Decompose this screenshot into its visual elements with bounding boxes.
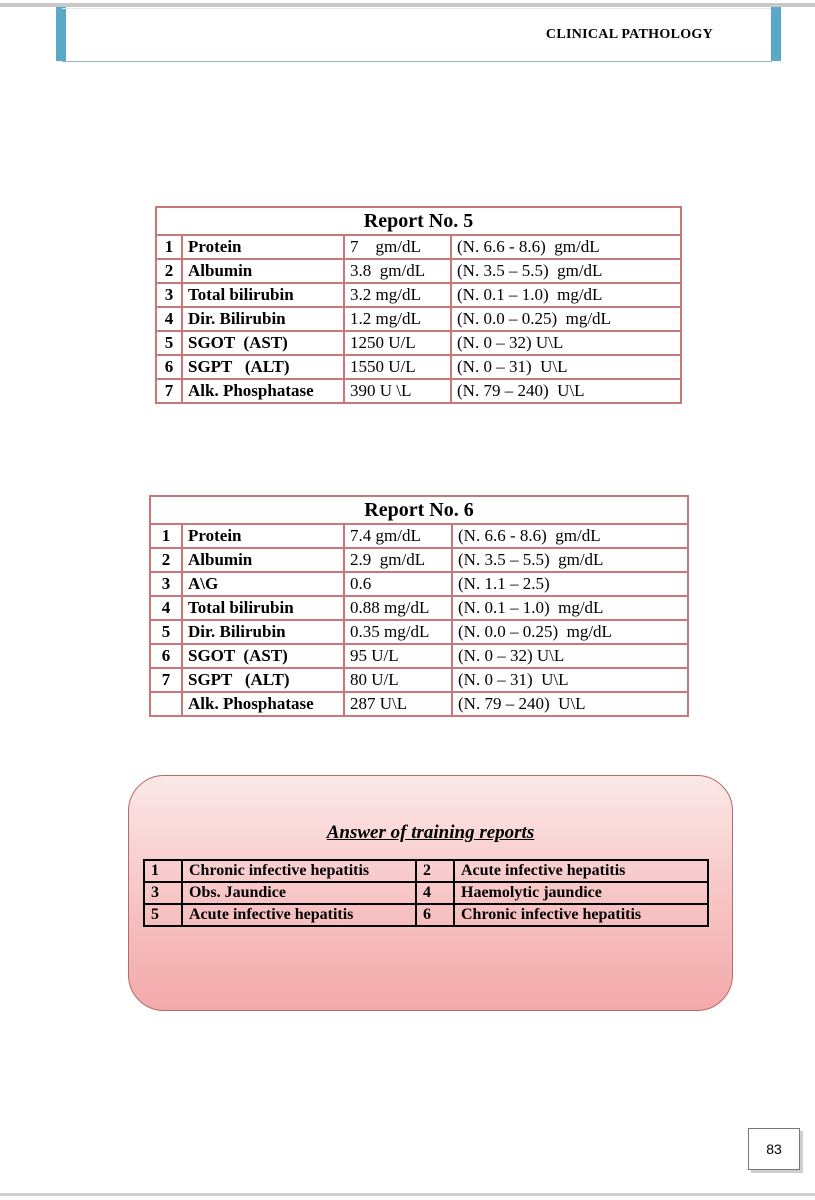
answer-number: 1	[144, 860, 182, 882]
row-number: 1	[150, 524, 182, 548]
test-name: Protein	[182, 235, 344, 259]
row-number: 5	[150, 620, 182, 644]
answer-number: 2	[416, 860, 454, 882]
row-number	[150, 692, 182, 716]
row-number: 2	[156, 259, 182, 283]
normal-range: (N. 0 – 32) U\L	[452, 644, 688, 668]
answer-text: Obs. Jaundice	[182, 882, 416, 904]
normal-range: (N. 3.5 – 5.5) gm/dL	[452, 548, 688, 572]
test-name: SGPT (ALT)	[182, 355, 344, 379]
test-name: A\G	[182, 572, 344, 596]
table-row	[150, 572, 688, 596]
row-number: 4	[150, 596, 182, 620]
table-row	[144, 860, 708, 882]
row-number: 6	[150, 644, 182, 668]
table-row	[156, 283, 681, 307]
table-row	[150, 692, 688, 716]
test-value: 7 gm/dL	[344, 235, 451, 259]
test-name: Total bilirubin	[182, 596, 344, 620]
table-row	[156, 235, 681, 259]
bottom-rule	[0, 1193, 815, 1196]
test-value: 390 U \L	[344, 379, 451, 403]
test-name: SGOT (AST)	[182, 644, 344, 668]
answer-text: Haemolytic jaundice	[454, 882, 708, 904]
test-value: 1550 U/L	[344, 355, 451, 379]
test-value: 80 U/L	[344, 668, 452, 692]
test-name: Alk. Phosphatase	[182, 379, 344, 403]
row-number: 3	[156, 283, 182, 307]
report-6-title: Report No. 6	[150, 496, 688, 524]
table-row	[150, 668, 688, 692]
test-value: 3.2 mg/dL	[344, 283, 451, 307]
table-row	[150, 596, 688, 620]
row-number: 7	[156, 379, 182, 403]
test-value: 0.88 mg/dL	[344, 596, 452, 620]
test-name: Total bilirubin	[182, 283, 344, 307]
table-row	[150, 524, 688, 548]
table-row	[144, 904, 708, 926]
test-name: Albumin	[182, 259, 344, 283]
row-number: 5	[156, 331, 182, 355]
answer-number: 6	[416, 904, 454, 926]
test-value: 0.6	[344, 572, 452, 596]
table-row	[150, 548, 688, 572]
answer-title: Answer of training reports	[326, 822, 535, 843]
row-number: 7	[150, 668, 182, 692]
answer-text: Acute infective hepatitis	[454, 860, 708, 882]
test-name: Protein	[182, 524, 344, 548]
answer-text: Chronic infective hepatitis	[454, 904, 708, 926]
table-row	[156, 379, 681, 403]
normal-range: (N. 1.1 – 2.5)	[452, 572, 688, 596]
test-name: Alk. Phosphatase	[182, 692, 344, 716]
test-name: Albumin	[182, 548, 344, 572]
answer-number: 4	[416, 882, 454, 904]
normal-range: (N. 6.6 - 8.6) gm/dL	[451, 235, 681, 259]
header-bar-right	[771, 7, 781, 61]
table-row	[150, 620, 688, 644]
test-value: 95 U/L	[344, 644, 452, 668]
test-value: 1.2 mg/dL	[344, 307, 451, 331]
test-value: 1250 U/L	[344, 331, 451, 355]
normal-range: (N. 0.1 – 1.0) mg/dL	[451, 283, 681, 307]
normal-range: (N. 0 – 31) U\L	[451, 355, 681, 379]
page-number: 83	[748, 1128, 800, 1170]
report-5-title: Report No. 5	[156, 207, 681, 235]
table-row	[144, 882, 708, 904]
answer-box	[128, 775, 733, 1011]
test-value: 0.35 mg/dL	[344, 620, 452, 644]
test-value: 7.4 gm/dL	[344, 524, 452, 548]
report-5-table	[155, 206, 682, 404]
report-6-table	[149, 495, 689, 717]
normal-range: (N. 0.1 – 1.0) mg/dL	[452, 596, 688, 620]
normal-range: (N. 0 – 32) U\L	[451, 331, 681, 355]
normal-range: (N. 0.0 – 0.25) mg/dL	[451, 307, 681, 331]
test-value: 2.9 gm/dL	[344, 548, 452, 572]
answer-number: 3	[144, 882, 182, 904]
answers-table	[143, 859, 709, 927]
answer-text: Acute infective hepatitis	[182, 904, 416, 926]
test-name: Dir. Bilirubin	[182, 307, 344, 331]
header-title: CLINICAL PATHOLOGY	[545, 27, 713, 42]
normal-range: (N. 0 – 31) U\L	[452, 668, 688, 692]
test-value: 287 U\L	[344, 692, 452, 716]
row-number: 2	[150, 548, 182, 572]
row-number: 6	[156, 355, 182, 379]
table-row	[156, 331, 681, 355]
normal-range: (N. 3.5 – 5.5) gm/dL	[451, 259, 681, 283]
normal-range: (N. 6.6 - 8.6) gm/dL	[452, 524, 688, 548]
normal-range: (N. 0.0 – 0.25) mg/dL	[452, 620, 688, 644]
row-number: 1	[156, 235, 182, 259]
table-row	[156, 355, 681, 379]
test-name: Dir. Bilirubin	[182, 620, 344, 644]
top-rule	[0, 3, 815, 7]
test-name: SGOT (AST)	[182, 331, 344, 355]
table-row	[150, 644, 688, 668]
row-number: 3	[150, 572, 182, 596]
table-row	[156, 259, 681, 283]
normal-range: (N. 79 – 240) U\L	[452, 692, 688, 716]
test-name: SGPT (ALT)	[182, 668, 344, 692]
row-number: 4	[156, 307, 182, 331]
test-value: 3.8 gm/dL	[344, 259, 451, 283]
answer-number: 5	[144, 904, 182, 926]
answer-text: Chronic infective hepatitis	[182, 860, 416, 882]
normal-range: (N. 79 – 240) U\L	[451, 379, 681, 403]
table-row	[156, 307, 681, 331]
